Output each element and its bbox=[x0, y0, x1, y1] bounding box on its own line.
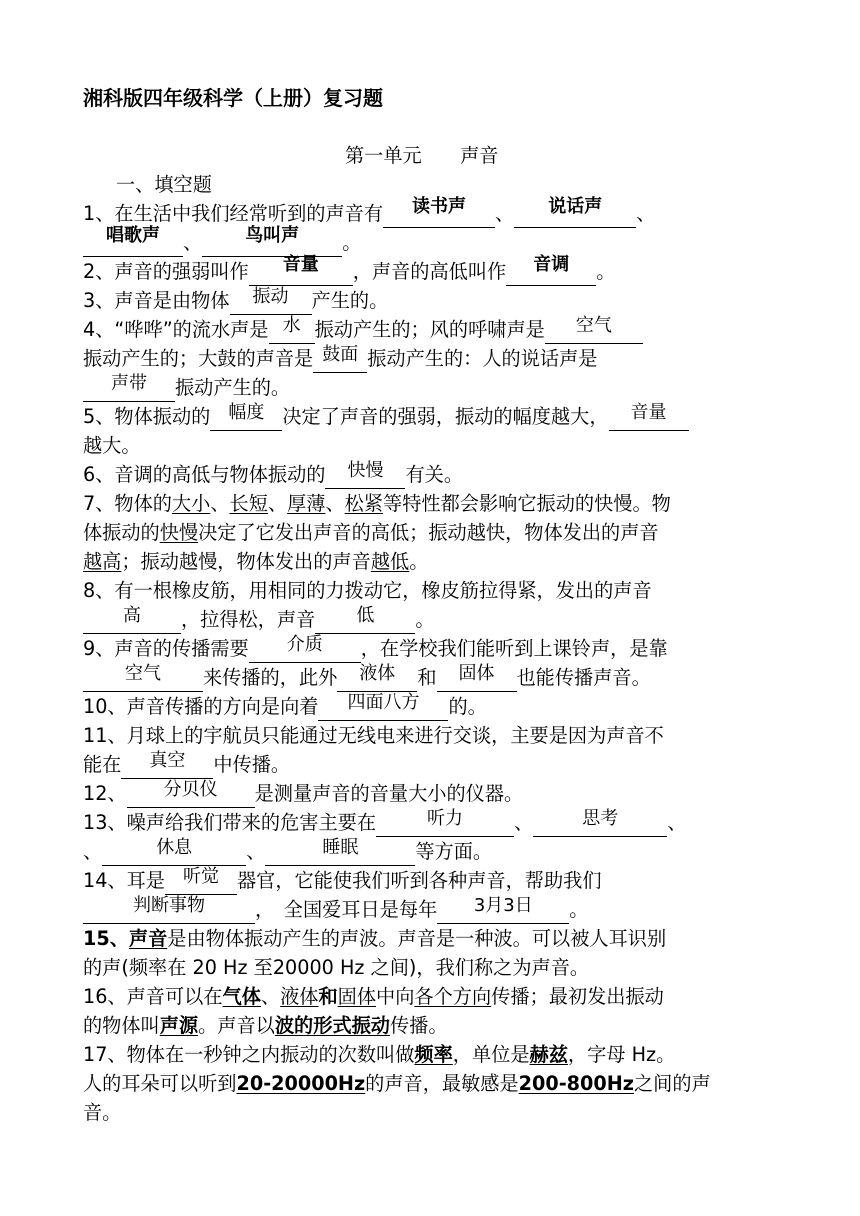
answer-blank: 睡眠 bbox=[265, 841, 415, 866]
answer-blank: 鸟叫声 bbox=[202, 232, 342, 257]
question-11-line-2: 能在 真空 中传播。 bbox=[83, 751, 783, 779]
question-2: 2、声音的强弱叫作 音量 ，声音的高低叫作 音调 。 bbox=[83, 258, 783, 286]
answer-blank: 思考 bbox=[533, 812, 667, 837]
answer-blank: 休息 bbox=[102, 841, 246, 866]
question-12: 12、 分贝仪 是测量声音的音量大小的仪器。 bbox=[83, 780, 783, 808]
question-9-line-1: 9、声音的传播需要 介质 ，在学校我们能听到上课铃声，是靠 bbox=[83, 635, 783, 663]
document-title: 湘科版四年级科学（上册）复习题 bbox=[83, 86, 383, 110]
question-4-line-1: 4、“哗哗”的流水声是 水 振动产生的；风的呼啸声是 空气 bbox=[83, 316, 783, 344]
question-8-line-2: 高 ，拉得松，声音 低 。 bbox=[83, 606, 783, 634]
question-14-line-1: 14、耳是 听觉 器官，它能使我们听到各种声音，帮助我们 bbox=[83, 867, 783, 895]
answer-blank: 声带 bbox=[83, 377, 175, 402]
answer-blank: 水 bbox=[269, 319, 315, 344]
answer-blank: 音量 bbox=[609, 406, 689, 431]
question-8-line-1: 8、有一根橡皮筋，用相同的力拨动它，橡皮筋拉得紧，发出的声音 bbox=[83, 579, 652, 602]
question-16-line-2: 的物体叫声源。声音以波的形式振动传播。 bbox=[83, 1014, 448, 1037]
answer-blank: 液体 bbox=[337, 667, 417, 692]
question-4-line-3: 声带 振动产生的。 bbox=[83, 374, 783, 402]
question-10: 10、声音传播的方向是向着 四面八方 的。 bbox=[83, 693, 783, 721]
answer-blank: 振动 bbox=[230, 290, 312, 315]
answer-blank: 判断事物 bbox=[83, 899, 255, 924]
question-5-line-1: 5、物体振动的 幅度 决定了声音的强弱，振动的幅度越大， 音量 bbox=[83, 403, 783, 431]
answer-blank: 音量 bbox=[249, 261, 353, 286]
answer-blank: 快慢 bbox=[325, 464, 405, 489]
question-13-line-1: 13、噪声给我们带来的危害主要在 听力 、 思考 、 bbox=[83, 809, 783, 837]
question-16-line-1: 16、声音可以在气体、液体和固体中向各个方向传播；最初发出振动 bbox=[83, 985, 664, 1008]
answer-blank: 说话声 bbox=[514, 203, 636, 228]
question-1-line-1: 1、在生活中我们经常听到的声音有 读书声 、 说话声 、 bbox=[83, 200, 783, 228]
section-title: 一、填空题 bbox=[116, 173, 212, 196]
answer-blank: 真空 bbox=[121, 754, 213, 779]
question-7-line-2: 体振动的快慢决定了它发出声音的高低；振动越快，物体发出的声音 bbox=[83, 521, 659, 544]
answer-blank: 音调 bbox=[506, 261, 596, 286]
answer-blank: 四面八方 bbox=[318, 696, 448, 721]
question-5-line-2: 越大。 bbox=[83, 434, 141, 457]
unit-title: 第一单元 声音 bbox=[345, 144, 499, 167]
answer-blank: 幅度 bbox=[210, 406, 282, 431]
question-7-line-1: 7、物体的大小、长短、厚薄、松紧等特性都会影响它振动的快慢。物 bbox=[83, 492, 671, 515]
answer-blank: 介质 bbox=[249, 638, 361, 663]
answer-blank: 唱歌声 bbox=[83, 232, 183, 257]
question-9-line-2: 空气 来传播的，此外 液体 和 固体 也能传播声音。 bbox=[83, 664, 783, 692]
question-17-line-3: 音。 bbox=[83, 1101, 122, 1124]
question-17-line-1: 17、物体在一秒钟之内振动的次数叫做频率，单位是赫兹，字母 Hz。 bbox=[83, 1043, 676, 1066]
answer-blank: 3月3日 bbox=[437, 899, 569, 924]
answer-blank: 低 bbox=[315, 609, 415, 634]
answer-blank: 读书声 bbox=[383, 203, 495, 228]
answer-blank: 分贝仪 bbox=[127, 783, 255, 808]
answer-blank: 固体 bbox=[437, 667, 517, 692]
answer-blank: 鼓面 bbox=[313, 348, 367, 373]
answer-blank: 听觉 bbox=[165, 870, 237, 895]
question-13-line-2: 、 休息 、 睡眠 等方面。 bbox=[83, 838, 783, 866]
question-15-line-1: 15、声音是由物体振动产生的声波。声音是一种波。可以被人耳识别 bbox=[83, 927, 667, 950]
answer-blank: 高 bbox=[83, 609, 181, 634]
question-11-line-1: 11、月球上的宇航员只能通过无线电来进行交谈，主要是因为声音不 bbox=[83, 724, 664, 747]
question-6: 6、音调的高低与物体振动的 快慢 有关。 bbox=[83, 461, 783, 489]
question-7-line-3: 越高；振动越慢，物体发出的声音越低。 bbox=[83, 550, 429, 573]
question-1-line-2: 唱歌声 、 鸟叫声 。 bbox=[83, 229, 783, 257]
question-4-line-2: 振动产生的；大鼓的声音是 鼓面 振动产生的：人的说话声是 bbox=[83, 345, 783, 373]
question-14-line-2: 判断事物 ， 全国爱耳日是每年 3月3日 。 bbox=[83, 896, 783, 924]
question-3: 3、声音是由物体 振动 产生的。 bbox=[83, 287, 783, 315]
question-17-line-2: 人的耳朵可以听到20-20000Hz的声音，最敏感是200-800Hz之间的声 bbox=[83, 1072, 711, 1095]
answer-blank: 空气 bbox=[545, 319, 643, 344]
question-15-line-2: 的声(频率在 20 Hz 至20000 Hz 之间)，我们称之为声音。 bbox=[83, 956, 590, 979]
answer-blank: 听力 bbox=[376, 812, 514, 837]
answer-blank: 空气 bbox=[83, 667, 203, 692]
